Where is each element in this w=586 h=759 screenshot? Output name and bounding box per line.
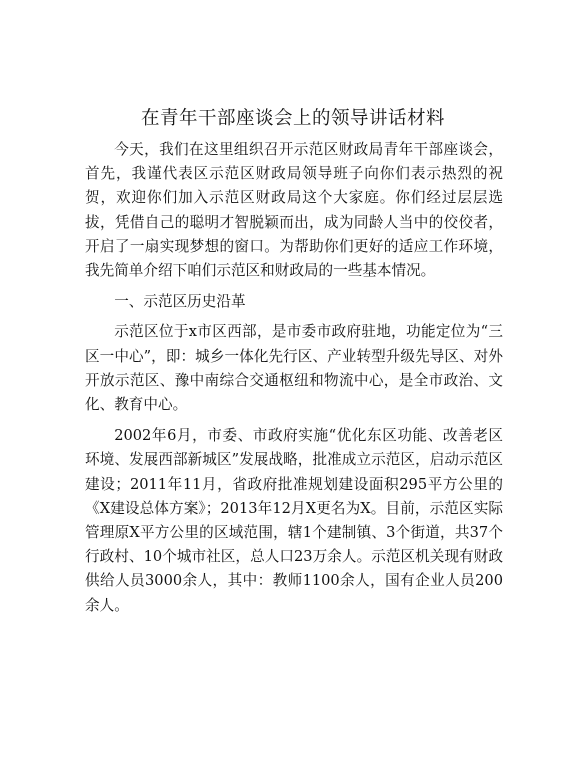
paragraph-location: 示范区位于x市区西部，是市委市政府驻地，功能定位为“三区一中心”，即：城乡一体化先行区、产业转型升级先导区、对外开放示范区、豫中南综合交通枢纽和物流中心，是全市政治、文化、教育中心。 xyxy=(85,323,503,414)
paragraph-intro: 今天，我们在这里组织召开示范区财政局青年干部座谈会，首先，我谨代表区示范区财政局领导班子向你们表示热烈的祝贺，欢迎你们加入示范区财政局这个大家庭。你们经过层层选拔，凭借自己的聪明才智脱颖而出，成为同龄人当中的佼佼者，开启了一扇实现梦想的窗口。为帮助你们更好的适应工作环境，我先简单介绍下咱们示范区和财政局的一些基本情况。 xyxy=(85,141,503,280)
paragraph-timeline: 2002年6月，市委、市政府实施“优化东区功能、改善老区环境、发展西部新城区”发展战略，批准成立示范区，启动示范区建设；2011年11月，省政府批准规划建设面积295平方公里的《X建设总体方案》；2013年12月X更名为X。目前，示范区实际管理原X平方公里的区域范围，辖1个建制镇、3个街道，共37个行政村、10个城市社区，总人口23万余人。示范区机关现有财政供给人员3000余人，其中：教师1100余人，国有企业人员200余人。 xyxy=(85,427,503,614)
document-title: 在青年干部座谈会上的领导讲话材料 xyxy=(140,108,445,129)
document-body xyxy=(85,138,503,625)
section-heading-history: 一、示范区历史沿革 xyxy=(114,293,246,311)
